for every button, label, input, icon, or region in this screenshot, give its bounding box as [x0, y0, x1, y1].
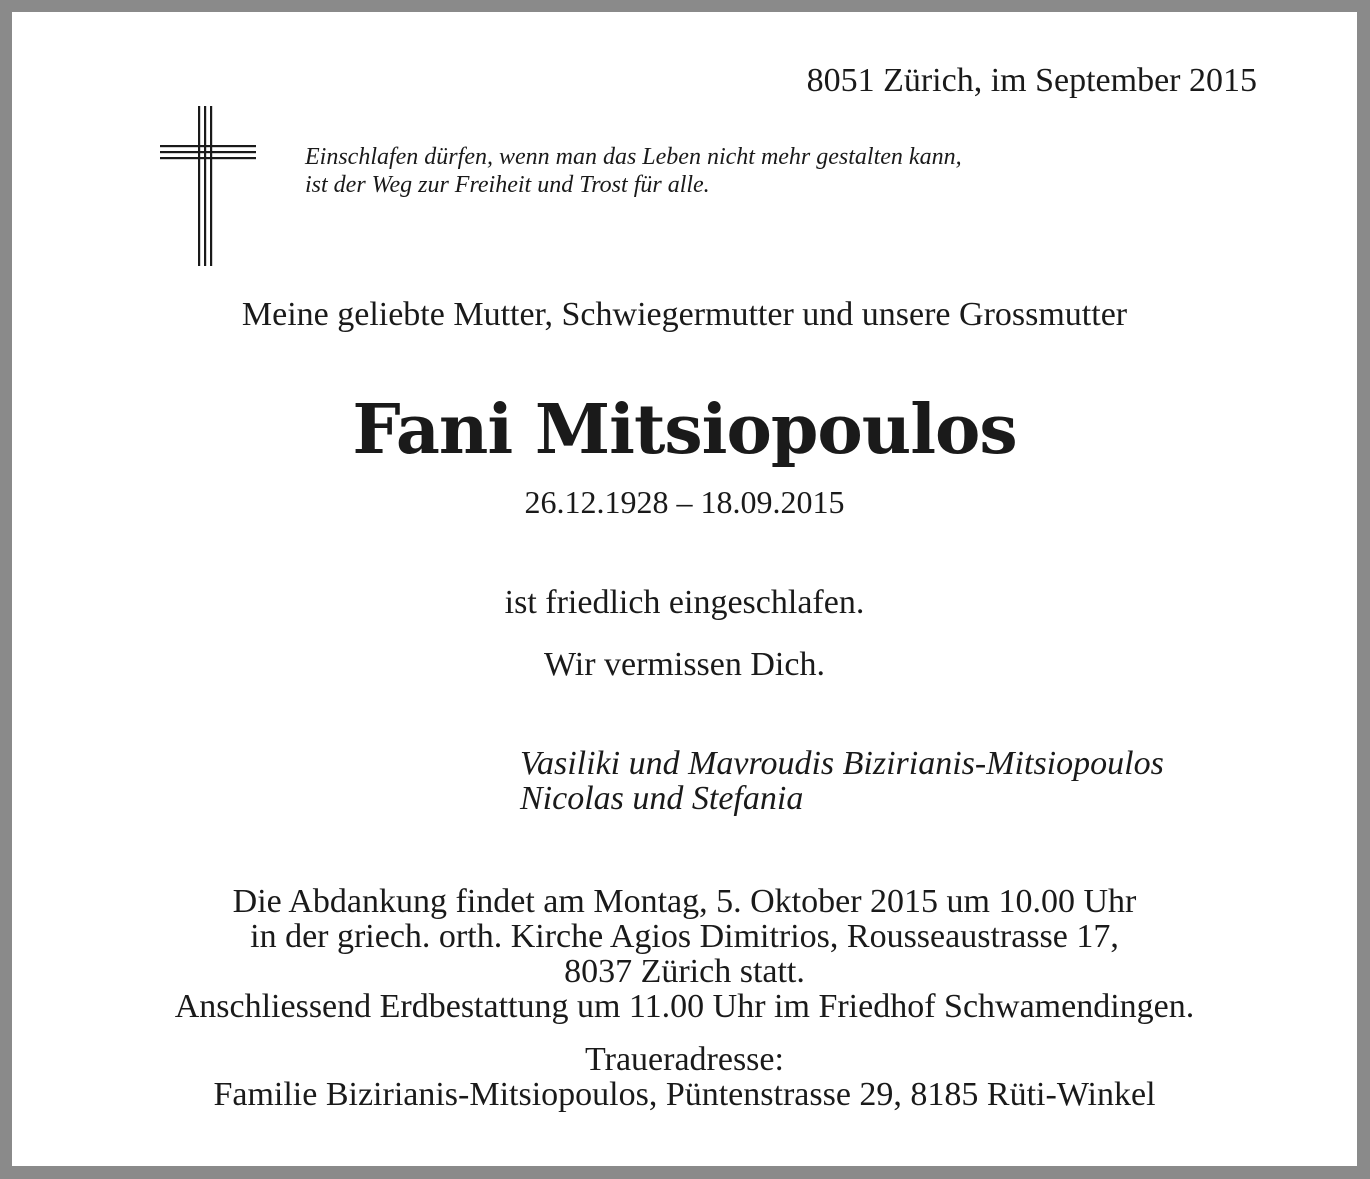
- address-line: Familie Bizirianis-Mitsiopoulos, Püntenstrasse 29, 8185 Rüti-Winkel: [213, 1076, 1156, 1113]
- mourning-address: [12, 1042, 1357, 1112]
- service-line: 8037 Zürich statt.: [564, 953, 805, 990]
- obituary-page: [12, 12, 1357, 1166]
- latin-cross-icon: [160, 106, 260, 266]
- mourner-line: Nicolas und Stefania: [520, 780, 804, 817]
- service-line: Anschliessend Erdbestattung um 11.00 Uhr im Friedhof Schwamendingen.: [174, 988, 1195, 1025]
- address-label: Traueradresse:: [585, 1041, 784, 1078]
- statement-line: ist friedlich eingeschlafen.: [504, 584, 865, 621]
- service-line: in der griech. orth. Kirche Agios Dimitrios, Rousseaustrasse 17,: [250, 918, 1119, 955]
- deceased-name: Fani Mitsiopoulos: [352, 390, 1017, 470]
- motto-quote: [305, 143, 962, 199]
- service-info: [12, 884, 1357, 1024]
- mourner-line: Vasiliki und Mavroudis Bizirianis-Mitsiopoulos: [520, 745, 1164, 782]
- mourners: [520, 746, 1164, 816]
- life-dates: 26.12.1928 – 18.09.2015: [524, 484, 845, 520]
- motto-line: ist der Weg zur Freiheit und Trost für alle.: [305, 172, 710, 198]
- place-date: 8051 Zürich, im September 2015: [806, 62, 1257, 99]
- miss-line: Wir vermissen Dich.: [544, 646, 825, 683]
- motto-line: Einschlafen dürfen, wenn man das Leben nicht mehr gestalten kann,: [305, 144, 962, 170]
- service-line: Die Abdankung findet am Montag, 5. Oktober 2015 um 10.00 Uhr: [232, 883, 1137, 920]
- intro-line: Meine geliebte Mutter, Schwiegermutter und unsere Grossmutter: [241, 296, 1128, 333]
